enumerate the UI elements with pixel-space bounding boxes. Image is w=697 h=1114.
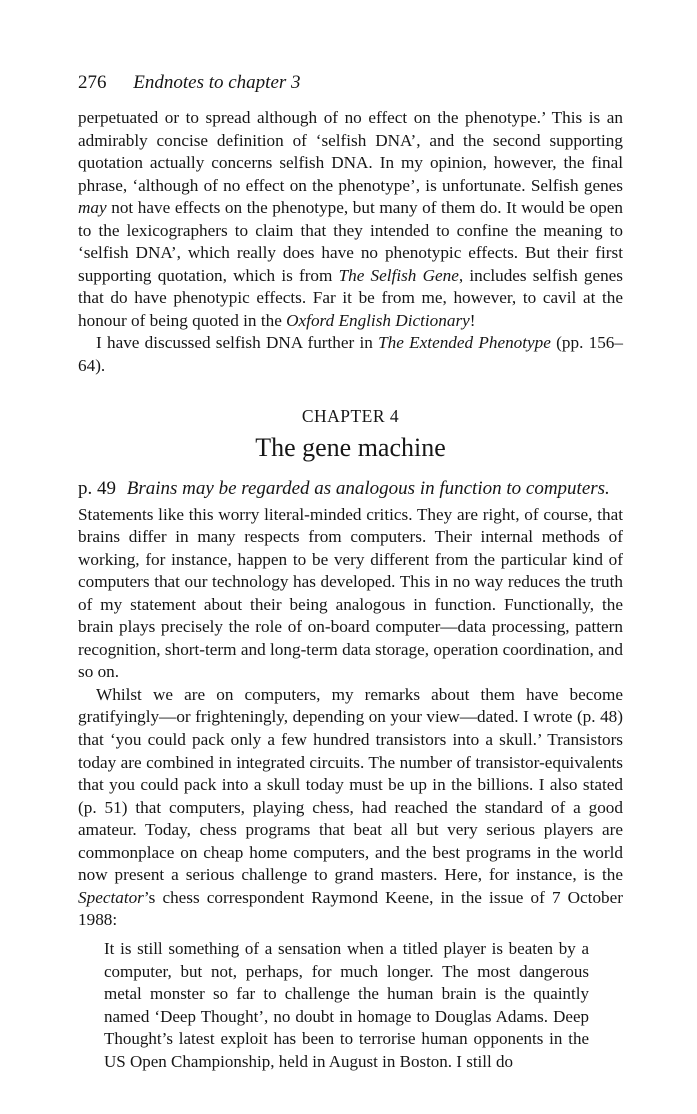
italic-may: may <box>78 198 107 218</box>
text-run: Whilst we are on computers, my remarks about them have become gratifyingly—or frighteningly, depending on your view—dated. I wrote (p. 48) that ‘you could pack only a few hundred transistors into a skull.’ Transistors today are combined in integrated circuits. The number of transistor-equivalents that you could pack into a skull today must be up in the billions. I also stated (p. 51) that computers, playing chess, had reached the standard of a good amateur. Today, chess programs that beat all but very serious players are commonplace on cheap home computers, and the best programs in the world now present a serious challenge to grand masters. Here, for instance, is the <box>78 684 623 885</box>
italic-magazine-title: Spectator <box>78 887 144 907</box>
block-quotation: It is still something of a sensation when a titled player is beaten by a computer, but not, perhaps, for much longer. The most dangerous metal monster so far to challenge the human brain is the quaintly named ‘Deep Thought’, no doubt in homage to Douglas Adams. Deep Thought’s latest exploit has been to terrorise human opponents in the US Open Championship, held in August in Boston. I still do <box>104 938 589 1071</box>
running-head <box>78 70 623 96</box>
italic-dictionary-title: Oxford English Dictionary <box>286 310 470 330</box>
text-run: ! <box>469 310 476 330</box>
italic-book-title: The Extended Phenotype <box>378 333 551 353</box>
paragraph-selfish-dna <box>78 107 623 332</box>
text-run: I have discussed selfish DNA further in <box>96 333 379 353</box>
chapter-title: The gene machine <box>255 432 446 462</box>
paragraph-extended-phenotype <box>78 332 623 377</box>
text-run: (pp. 156–64). <box>78 333 623 376</box>
text-run: not have effects on the phenotype, but many of them do. It would be open to the lexicographers to claim that they intended to confine the meaning to ‘selfish DNA’, which really does have no phenotypic effects. But their first supporting quotation, which is from <box>78 198 623 285</box>
text-run: ’s chess correspondent Raymond Keene, in the issue of 7 October 1988: <box>78 887 623 930</box>
running-title: Endnotes to chapter 3 <box>133 72 301 93</box>
note-page-ref: p. 49 <box>78 477 116 499</box>
note-quoted-text: Brains may be regarded as analogous in function to computers. <box>126 477 610 499</box>
paragraph-computers-dated <box>78 684 623 932</box>
italic-book-title: The Selfish Gene <box>338 265 459 285</box>
text-run: , includes selfish genes that do have phenotypic effects. Far it be from me, however, to cavil at the honour of being quoted in the <box>78 265 623 330</box>
text-run: perpetuated or to spread although of no effect on the phenotype.’ This is an admirably concise definition of ‘selfish DNA’, and the second supporting quotation actually concerns selfish DNA. In my opinion, however, the final phrase, ‘although of no effect on the phenotype’, is unfortunate. Selfish genes <box>78 108 623 195</box>
book-page <box>78 70 623 1074</box>
paragraph-brains-computers: Statements like this worry literal-minded critics. They are right, of course, that brains differ in many respects from computers. Their internal methods of working, for instance, happen to be very different from the particular kind of computers that our technology has developed. This in no way reduces the truth of my statement about their being analogous in function. Functionally, the brain plays precisely the role of on-board computer—data processing, pattern recognition, short-term and long-term data storage, operation coordination, and so on. <box>78 504 623 682</box>
note-heading <box>78 476 623 502</box>
chapter-label: CHAPTER 4 <box>301 405 400 426</box>
page-number: 276 <box>78 72 107 93</box>
